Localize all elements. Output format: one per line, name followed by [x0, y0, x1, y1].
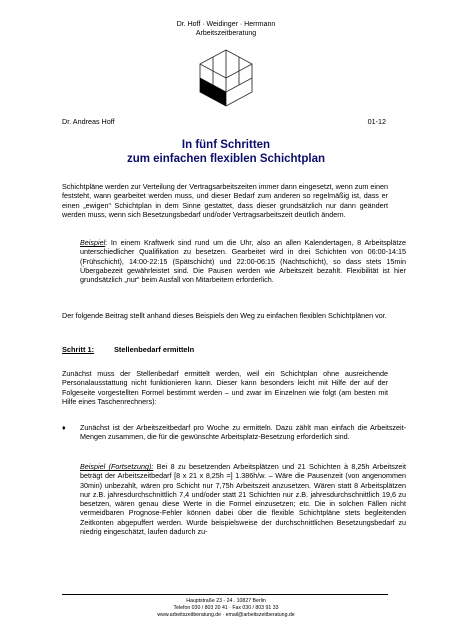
document-meta	[62, 117, 386, 126]
step-1-number: Schritt 1:	[62, 345, 95, 354]
diamond-bullet-icon: ♦	[62, 423, 66, 432]
page-title	[0, 138, 452, 166]
cube-logo-icon	[196, 48, 256, 108]
footer-divider	[62, 594, 388, 595]
step-1-title: Stellenbedarf ermitteln	[114, 345, 195, 354]
example-text: : In einem Kraftwerk sind rund um die Uhr, also an allen Kalendertagen, 8 Arbeitsplätze unterschiedlicher Qualifikation zu besetzen. Gearbeitet wird in drei Schichten von 06:00-14:15 (Frühschicht), 14:00-22:15 (Spätschicht) und 22:00-06:15 (Nachtschicht), so dass stets 15min Übergabezeit gewährleistet sind. Die Pausen werden wie Arbeitszeit bezahlt. Flexibilität ist hier grundsätzlich „nur“ beim Ausfall von Mitarbeitern erforderlich.	[80, 238, 406, 285]
intro-paragraph: Schichtpläne werden zur Verteilung der Vertragsarbeitszeiten immer dann eingesetzt, wenn zum einen feststeht, wann gearbeitet werden muss, und dieser Bedarf zum anderen so regelmäßig ist, dass er einen „ewigen“ Schichtplan in dem Sinne gestattet, dass dieser grundsätzlich nur dann geändert werden muss, wenn sich Besetzungsbedarf und/oder Vertragsarbeitszeit deutlich ändern.	[62, 182, 388, 219]
step-1-heading	[62, 345, 388, 354]
document-number: 01-12	[367, 117, 386, 126]
letterhead-names: Dr. Hoff · Weidinger · Herrmann	[176, 21, 276, 28]
example-paragraph	[62, 238, 406, 284]
title-line-1: In fünf Schritten	[181, 139, 271, 151]
footer-address: Hauptstraße 23 - 24 . 10827 Berlin	[186, 598, 266, 604]
example-continued-label: Beispiel (Fortsetzung):	[80, 462, 154, 471]
footer-web: www.arbeitszeitberatung.de · email@arbeitszeitberatung.de	[157, 612, 295, 618]
step-1-paragraph: Zunächst muss der Stellenbedarf ermittelt werden, weil ein Schichtplan ohne ausreichende Personalausstattung nicht funktionieren kann. Dieser kann besonders leicht mit Hilfe der auf der Folgeseite vorgestellten Formel bestimmt werden – und zwar im Einzelnen wie folgt (am besten mit Hilfe eines Taschenrechners):	[62, 369, 388, 406]
bullet-paragraph: Zunächst ist der Arbeitszeitbedarf pro Woche zu ermitteln. Dazu zählt man einfach die Arbeitszeit-Mengen zusammen, die für die gewünschte Arbeitsplatz-Besetzung erforderlich sind.	[80, 423, 406, 442]
author: Dr. Andreas Hoff	[62, 117, 115, 126]
example-continued-paragraph	[62, 462, 406, 536]
transition-paragraph: Der folgende Beitrag stellt anhand dieses Beispiels den Weg zu einfachen flexiblen Schichtplänen vor.	[62, 311, 387, 320]
title-line-2: zum einfachen flexiblen Schichtplan	[126, 153, 326, 165]
letterhead-firm: Arbeitszeitberatung	[195, 30, 257, 37]
footer-phone: Telefon 030 / 803 20 41 · Fax 030 / 803 91 33	[173, 605, 279, 611]
footer	[0, 598, 452, 619]
letterhead	[0, 20, 452, 38]
example-continued-text: Bei 8 zu besetzenden Arbeitsplätzen und 21 Schichten à 8,25h Arbeitszeit beträgt der Arbeitszeitbedarf [8 x 21 x 8,25h =] 1.386h/w. – Wäre die Pausenzeit (von angenommen 30min) unbezahlt, wären pro Schicht nur 7,75h Arbeitszeit anzusetzen. Wären statt 8 Arbeitsplätzen nur z.B. jahresdurchschnittlich 7,4 und/oder statt 21 Schichten nur z.B. jahresdurchschnittlich 19,6 zu besetzen, wären genau diese Werte in die Formel einzusetzen; etc. Die in solchen Fällen nicht vermeidbaren Prognose-Fehler können dabei über die flexible Schichtpläne stets begleitenden Zeitkonten abgepuffert werden. Wurde beispielsweise der durchschnittlichen Besetzungsbedarf zu niedrig eingeschätzt, laufen dadurch zu-	[80, 462, 407, 537]
example-label: Beispiel	[80, 238, 106, 247]
